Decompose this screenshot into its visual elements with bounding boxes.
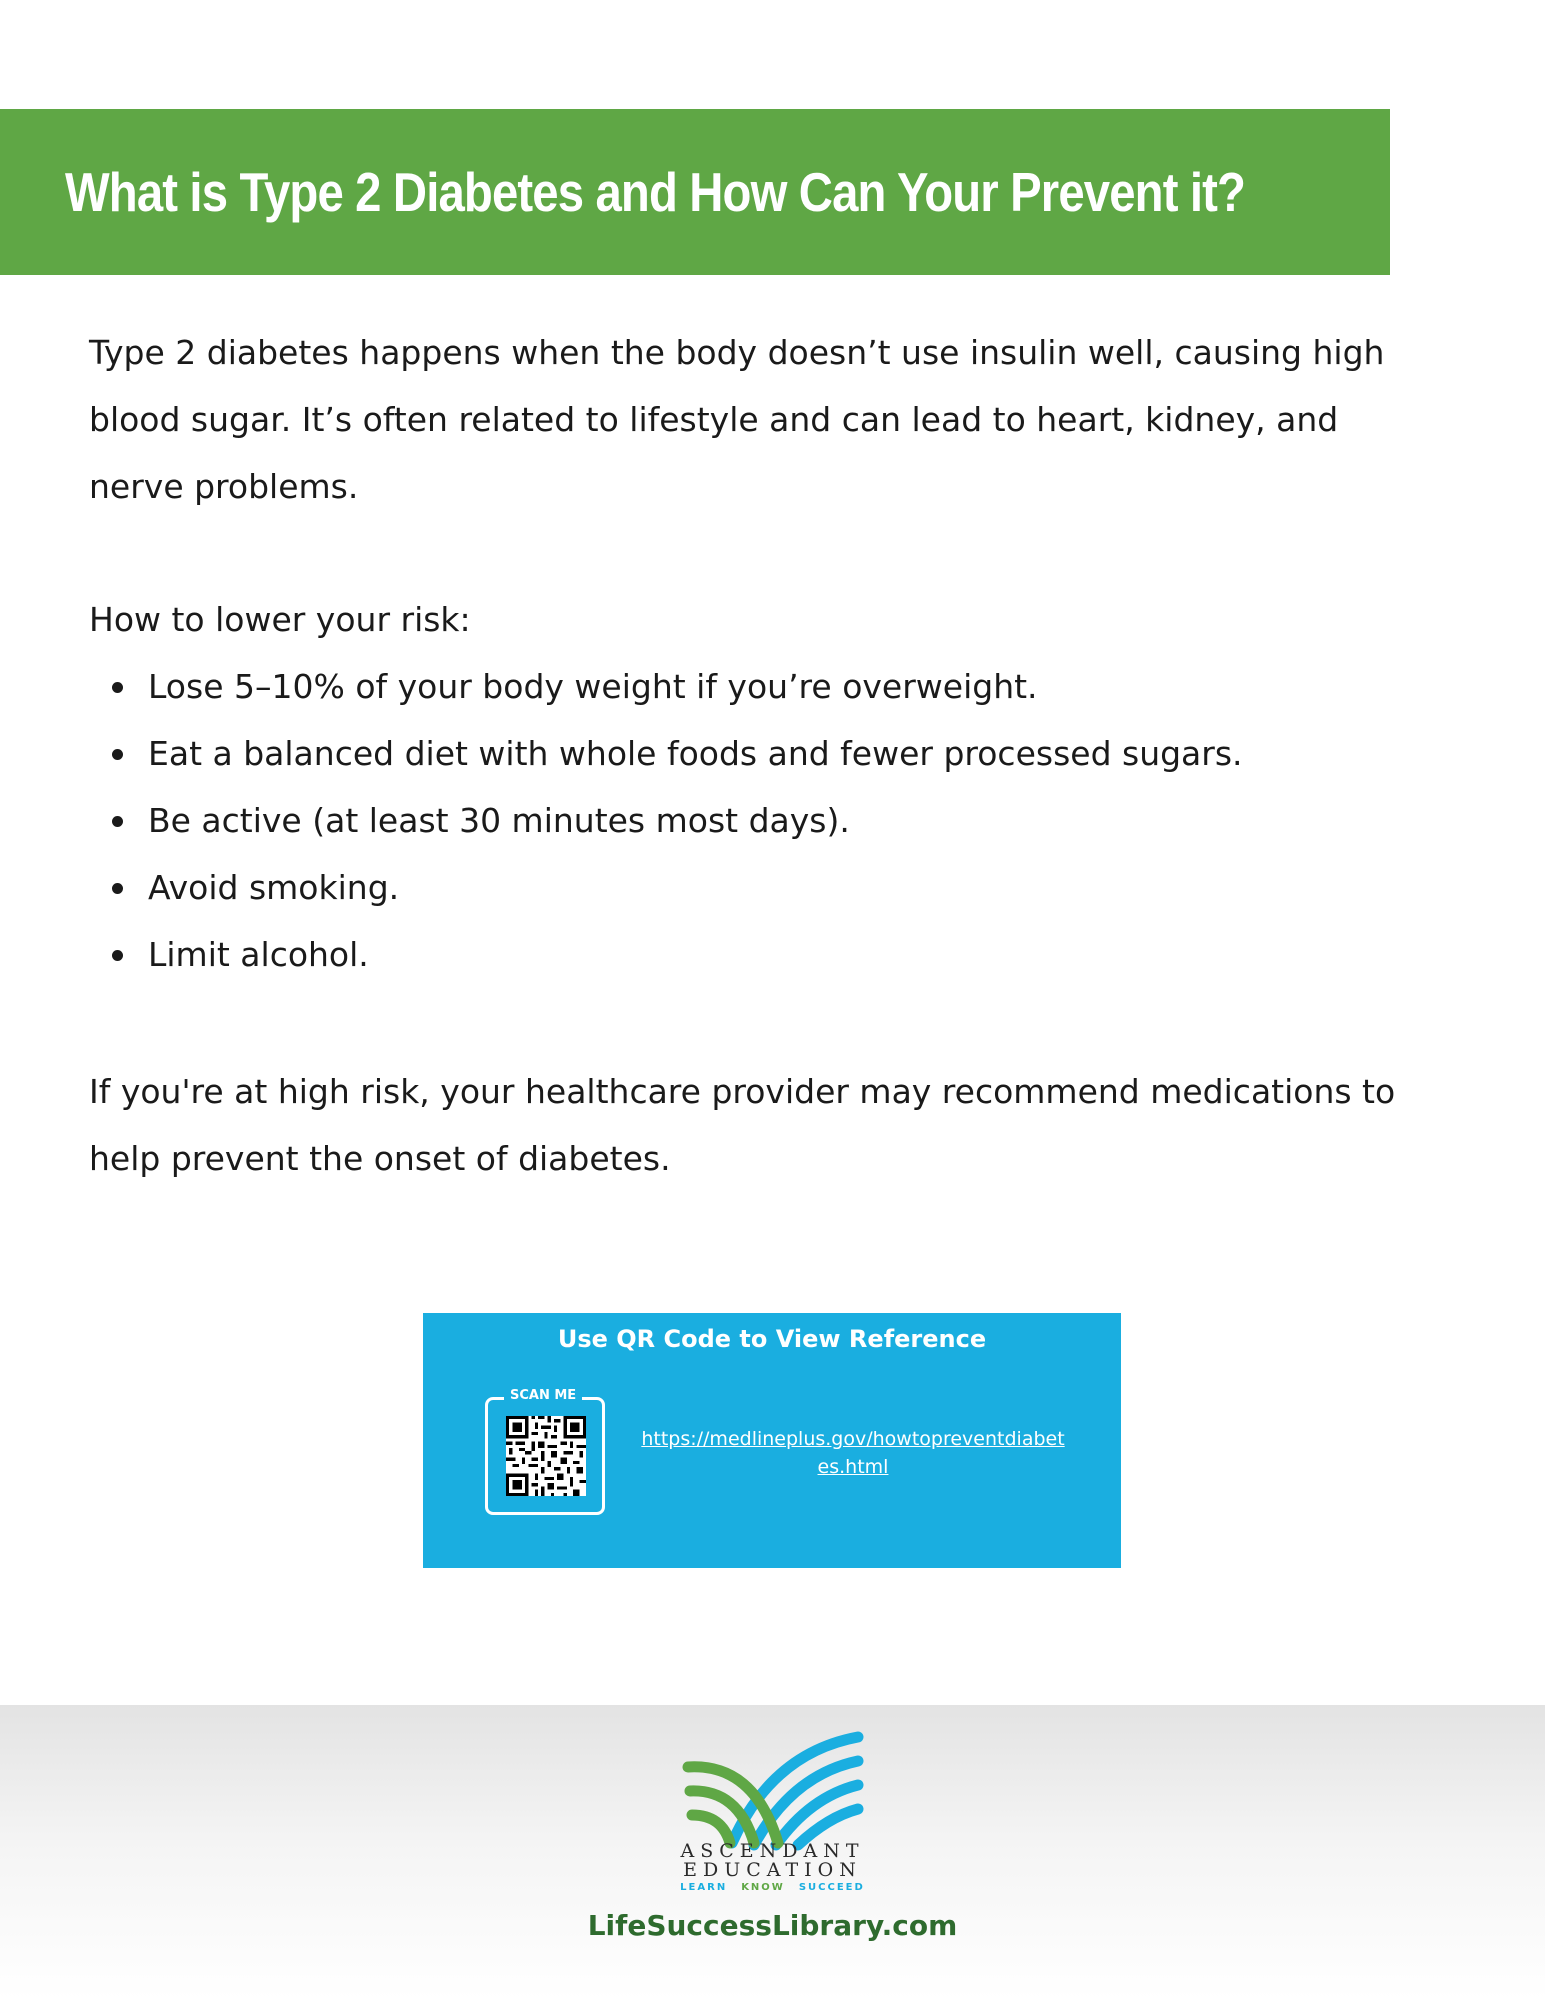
tagline-learn: LEARN bbox=[680, 1882, 728, 1893]
bullet-icon bbox=[112, 950, 123, 961]
reference-heading: Use QR Code to View Reference bbox=[557, 1325, 987, 1353]
reference-box bbox=[423, 1313, 1121, 1568]
risk-list-item bbox=[89, 787, 1419, 854]
footer bbox=[0, 1705, 1545, 2000]
qr-code-icon[interactable] bbox=[506, 1416, 586, 1496]
logo-tagline bbox=[0, 1882, 1545, 1893]
website-link[interactable]: LifeSuccessLibrary.com bbox=[587, 1909, 958, 1942]
risk-item-text: Limit alcohol. bbox=[148, 935, 369, 974]
risk-item-text: Lose 5–10% of your body weight if you’re overweight. bbox=[148, 667, 1038, 706]
risk-list bbox=[89, 653, 1419, 988]
tagline-succeed: SUCCEED bbox=[798, 1882, 865, 1893]
logo-name-line2: EDUCATION bbox=[683, 1859, 862, 1881]
risk-heading: How to lower your risk: bbox=[89, 600, 471, 639]
risk-item-text: Avoid smoking. bbox=[148, 868, 400, 907]
logo-name-line1: ASCENDANT bbox=[680, 1840, 865, 1862]
bullet-icon bbox=[112, 682, 123, 693]
ascendant-logo-icon bbox=[682, 1725, 864, 1855]
scan-me-label: SCAN ME bbox=[504, 1388, 582, 1403]
closing-paragraph: If you're at high risk, your healthcare provider may recommend medications to help prevent the onset of diabetes. bbox=[89, 1072, 1396, 1178]
risk-list-item bbox=[89, 720, 1419, 787]
qr-code-graphic bbox=[506, 1416, 586, 1496]
bullet-icon bbox=[112, 883, 123, 894]
bullet-icon bbox=[112, 749, 123, 760]
intro-paragraph: Type 2 diabetes happens when the body doesn’t use insulin well, causing high blood sugar. It’s often related to lifestyle and can lead to heart, kidney, and nerve problems. bbox=[89, 333, 1385, 506]
reference-link[interactable]: https://medlineplus.gov/howtopreventdiabetes.html bbox=[641, 1428, 1065, 1478]
qr-frame bbox=[485, 1388, 605, 1515]
title-banner bbox=[0, 109, 1390, 275]
risk-list-item bbox=[89, 854, 1419, 921]
risk-list-item bbox=[89, 921, 1419, 988]
bullet-icon bbox=[112, 816, 123, 827]
risk-list-item bbox=[89, 653, 1419, 720]
page-title: What is Type 2 Diabetes and How Can Your Prevent it? bbox=[65, 161, 1246, 223]
tagline-know: KNOW bbox=[741, 1882, 785, 1893]
risk-item-text: Be active (at least 30 minutes most days). bbox=[148, 801, 850, 840]
risk-item-text: Eat a balanced diet with whole foods and fewer processed sugars. bbox=[148, 734, 1243, 773]
